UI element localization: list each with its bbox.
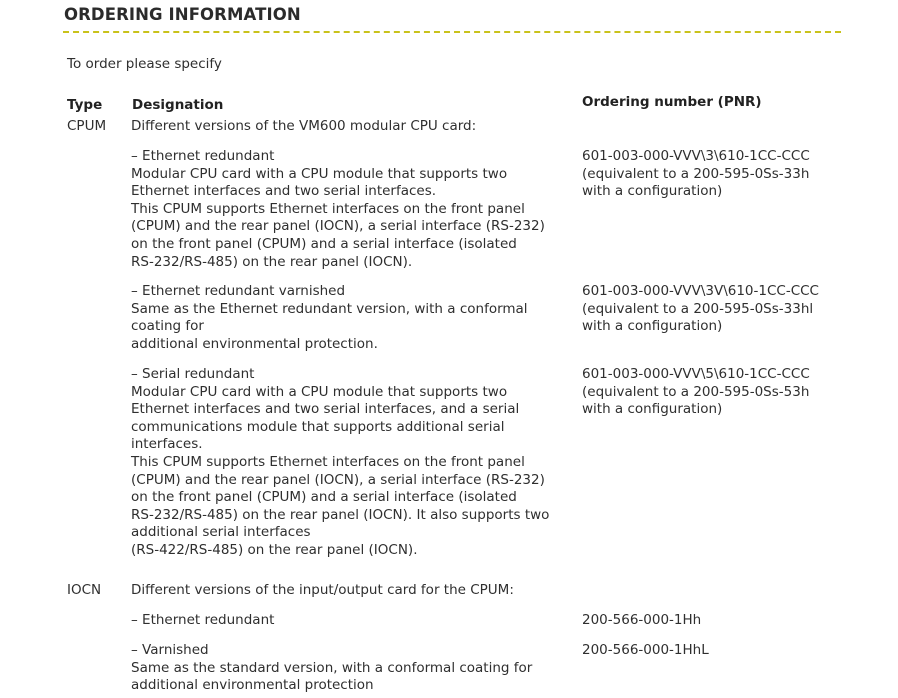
item-line: communications module that supports additional serial [131,418,505,435]
cpum-item-ethernet-redundant-pnr [582,148,810,201]
item-line: on the front panel (CPUM) and a serial interface (isolated [131,235,517,252]
column-header-type: Type [67,97,103,113]
item-line: This CPUM supports Ethernet interfaces on the front panel [131,200,525,217]
item-line: – Ethernet redundant varnished [131,283,346,299]
item-line: Same as the Ethernet redundant version, with a conformal [131,300,528,317]
iocn-summary: Different versions of the input/output card for the CPUM: [131,582,514,598]
item-line: interfaces. [131,436,203,453]
item-line: – Serial redundant [131,366,255,382]
pnr-line: 601-003-000-VVV\3V\610-1CC-CCC [582,283,819,299]
item-line: additional serial interfaces [131,524,311,541]
pnr-line: 601-003-000-VVV\5\610-1CC-CCC [582,366,810,382]
item-line: additional environmental protection [131,677,374,694]
item-line: This CPUM supports Ethernet interfaces on the front panel [131,453,525,470]
pnr-line: 601-003-000-VVV\3\610-1CC-CCC [582,148,810,164]
pnr-line: with a configuration) [582,401,723,418]
item-line: – Ethernet redundant [131,148,275,164]
item-line: (CPUM) and the rear panel (IOCN), a serial interface (RS-232) [131,471,545,488]
cpum-item-ethernet-redundant [131,148,545,271]
cpum-type-label: CPUM [67,118,107,134]
pnr-line: (equivalent to a 200-595-0Ss-33hl [582,300,814,317]
pnr-line: (equivalent to a 200-595-0Ss-53h [582,383,810,400]
column-header-pnr: Ordering number (PNR) [582,94,762,110]
item-line: – Ethernet redundant [131,612,275,628]
cpum-item-serial-redundant [131,366,549,560]
item-line: (RS-422/RS-485) on the rear panel (IOCN). [131,541,418,558]
item-line: on the front panel (CPUM) and a serial interface (isolated [131,489,517,506]
pnr-line: 200-566-000-1Hh [582,612,702,628]
iocn-item-ethernet-redundant [131,612,274,630]
item-line: Ethernet interfaces and two serial interfaces. [131,183,437,200]
iocn-item-varnished-pnr [582,642,709,660]
cpum-item-serial-redundant-pnr [582,366,810,419]
iocn-type-label: IOCN [67,582,102,598]
pnr-line: 200-566-000-1HhL [582,642,709,658]
item-line: additional environmental protection. [131,335,378,352]
section-heading: ORDERING INFORMATION [64,5,301,24]
column-header-designation: Designation [132,97,224,113]
item-line: Ethernet interfaces and two serial interfaces, and a serial [131,401,520,418]
item-line: (CPUM) and the rear panel (IOCN), a serial interface (RS-232) [131,218,545,235]
intro-text: To order please specify [67,56,222,72]
item-line: Modular CPU card with a CPU module that supports two [131,383,508,400]
pnr-line: with a configuration) [582,183,723,200]
item-line: RS-232/RS-485) on the rear panel (IOCN). [131,253,413,270]
iocn-item-ethernet-redundant-pnr [582,612,701,630]
cpum-summary: Different versions of the VM600 modular CPU card: [131,118,477,134]
cpum-item-ethernet-redundant-varnished-pnr [582,283,819,336]
heading-divider [63,31,841,33]
item-line: RS-232/RS-485) on the rear panel (IOCN). It also supports two [131,506,550,523]
iocn-item-varnished [131,642,532,695]
item-line: – Varnished [131,642,209,658]
cpum-item-ethernet-redundant-varnished [131,283,528,353]
item-line: coating for [131,318,204,335]
item-line: Modular CPU card with a CPU module that supports two [131,165,508,182]
pnr-line: with a configuration) [582,318,723,335]
item-line: Same as the standard version, with a conformal coating for [131,659,533,676]
pnr-line: (equivalent to a 200-595-0Ss-33h [582,165,810,182]
